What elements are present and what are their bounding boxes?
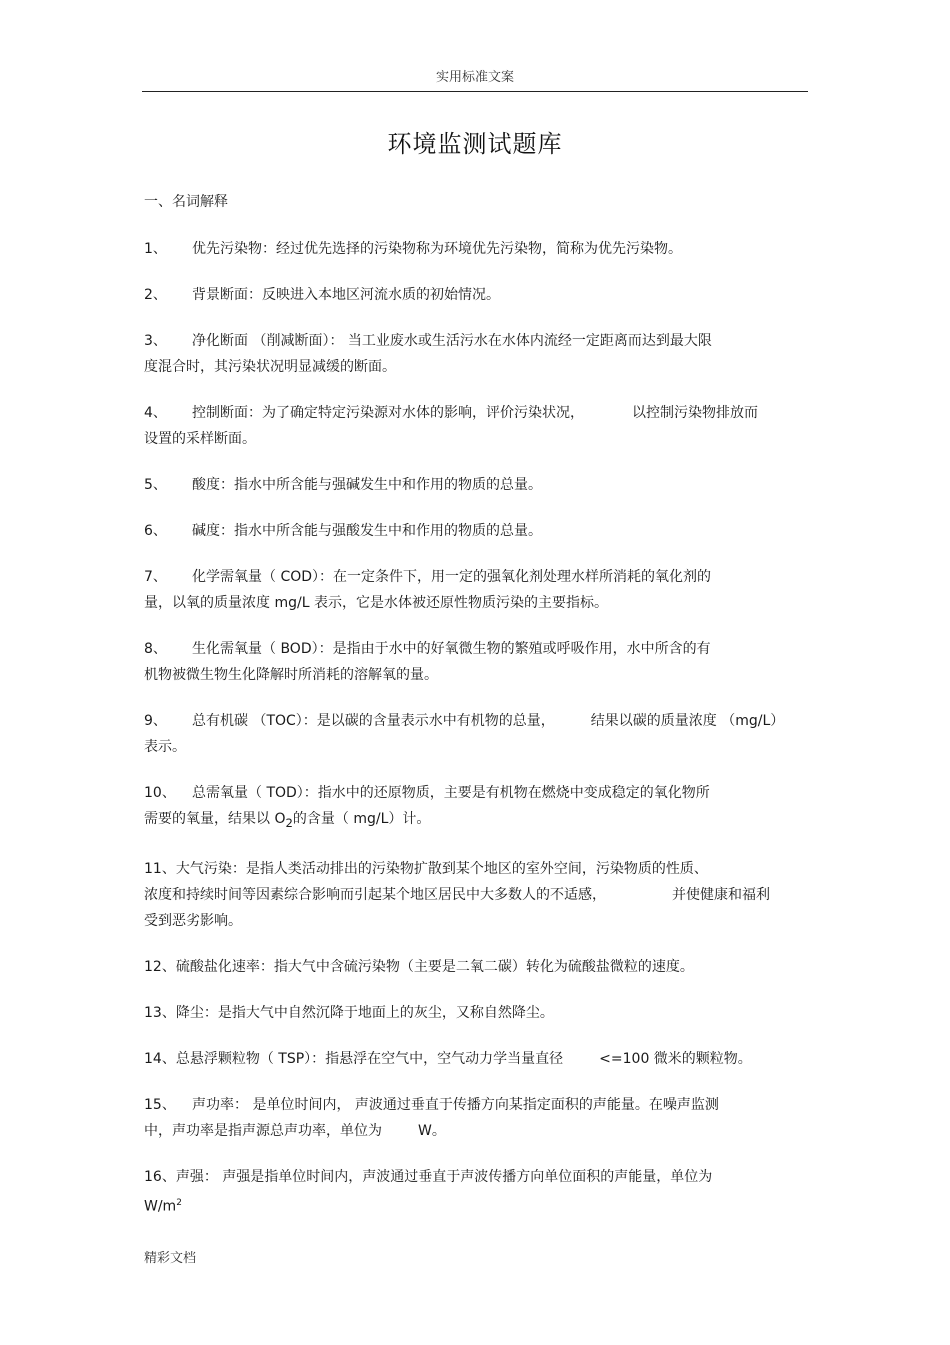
entry-text: 大气污染：是指人类活动排出的污染物扩散到某个地区的室外空间，污染物质的性质、 bbox=[175, 860, 708, 877]
entry-text-part: 结果以碳的质量浓度 （mg/L） bbox=[590, 713, 785, 729]
entry-number: 13、 bbox=[144, 1004, 176, 1021]
entry-text: 碱度：指水中所含能与强酸发生中和作用的物质的总量。 bbox=[192, 523, 542, 539]
entry-text: 总悬浮颗粒物（ TSP）：指悬浮在空气中，空气动力学当量直径 bbox=[175, 1050, 564, 1067]
entry-text-cont: 需要的氧量，结果以 O bbox=[144, 811, 286, 827]
entry-2 bbox=[144, 282, 812, 308]
entry-1 bbox=[144, 236, 812, 262]
entry-text-cont: 表示。 bbox=[144, 739, 186, 755]
entry-text-cont: 度混合时，其污染状况明显减缓的断面。 bbox=[144, 359, 396, 375]
entry-number: 3、 bbox=[144, 333, 167, 349]
entry-12 bbox=[144, 954, 812, 980]
entry-text: 总有机碳 （TOC）：是以碳的含量表示水中有机物的总量， bbox=[192, 713, 555, 729]
entry-text: 总需氧量（ TOD）：指水中的还原物质，主要是有机物在燃烧中变成稳定的氧化物所 bbox=[192, 785, 710, 801]
entry-4 bbox=[144, 400, 812, 452]
entry-text: 声功率： 是单位时间内， 声波通过垂直于传播方向某指定面积的声能量。在噪声监测 bbox=[192, 1096, 719, 1113]
entry-text: 生化需氧量（ BOD）：是指由于水中的好氧微生物的繁殖或呼吸作用，水中所含的有 bbox=[192, 641, 711, 657]
entry-text-cont: 设置的采样断面。 bbox=[144, 431, 256, 447]
entry-text: 净化断面 （削减断面）： 当工业废水或生活污水在水体内流经一定距离而达到最大限 bbox=[192, 333, 712, 349]
entry-text: 化学需氧量（ COD）：在一定条件下，用一定的强氧化剂处理水样所消耗的氧化剂的 bbox=[192, 569, 712, 585]
entry-7 bbox=[144, 564, 812, 616]
entry-text: 背景断面：反映进入本地区河流水质的初始情况。 bbox=[192, 287, 500, 303]
document-title: 环境监测试题库 bbox=[387, 130, 563, 158]
entry-text-part: 以控制污染物排放而 bbox=[632, 405, 758, 421]
entry-text: 控制断面：为了确定特定污染源对水体的影响，评价污染状况， bbox=[192, 405, 584, 421]
entry-text-cont: 量，以氧的质量浓度 mg/L 表示，它是水体被还原性物质污染的主要指标。 bbox=[144, 595, 608, 611]
entry-text: 硫酸盐化速率：指大气中含硫污染物（主要是二氧二碳）转化为硫酸盐微粒的速度。 bbox=[175, 958, 694, 975]
entry-text: 声强： 声强是指单位时间内，声波通过垂直于声波传播方向单位面积的声能量，单位为 bbox=[175, 1168, 713, 1185]
entry-number: 8、 bbox=[144, 641, 167, 657]
entry-number: 9、 bbox=[144, 713, 167, 729]
header-rule bbox=[142, 91, 808, 92]
entry-text-cont: W/m bbox=[144, 1198, 177, 1215]
entry-number: 4、 bbox=[144, 405, 167, 421]
entry-number: 7、 bbox=[144, 569, 167, 585]
entry-number: 11、 bbox=[144, 860, 176, 877]
entry-number: 6、 bbox=[144, 523, 167, 539]
entry-number: 16、 bbox=[144, 1168, 176, 1185]
entry-text-part: <=100 微米的颗粒物。 bbox=[599, 1050, 752, 1067]
entry-9 bbox=[144, 708, 812, 760]
page-footer: 精彩文档 bbox=[144, 1251, 197, 1266]
entry-number: 2、 bbox=[144, 287, 167, 303]
entry-11 bbox=[144, 856, 812, 934]
entry-text-part: W。 bbox=[418, 1122, 446, 1139]
entry-number: 10、 bbox=[144, 785, 176, 801]
entry-13 bbox=[144, 1000, 812, 1026]
entry-text-cont: 机物被微生物生化降解时所消耗的溶解氧的量。 bbox=[144, 667, 438, 683]
entry-list bbox=[144, 236, 812, 1239]
entry-text: 优先污染物：经过优先选择的污染物称为环境优先污染物，简称为优先污染物。 bbox=[192, 241, 682, 257]
entry-16 bbox=[144, 1164, 812, 1220]
entry-text-cont: 中，声功率是指声源总声功率，单位为 bbox=[144, 1122, 382, 1139]
page-header: 实用标准文案 bbox=[435, 70, 514, 85]
entry-text-part: 并使健康和福利 bbox=[672, 886, 770, 903]
entry-number: 12、 bbox=[144, 958, 176, 975]
entry-number: 1、 bbox=[144, 241, 167, 257]
entry-6 bbox=[144, 518, 812, 544]
entry-text-part: 的含量（ mg/L）计。 bbox=[292, 811, 431, 827]
entry-number: 5、 bbox=[144, 477, 167, 493]
subscript: 2 bbox=[285, 815, 293, 830]
entry-15 bbox=[144, 1092, 812, 1144]
entry-8 bbox=[144, 636, 812, 688]
entry-14 bbox=[144, 1046, 812, 1072]
entry-5 bbox=[144, 472, 812, 498]
entry-text: 酸度：指水中所含能与强碱发生中和作用的物质的总量。 bbox=[192, 477, 542, 493]
entry-number: 14、 bbox=[144, 1050, 176, 1067]
entry-text-cont: 受到恶劣影响。 bbox=[144, 912, 242, 929]
section-heading: 一、名词解释 bbox=[144, 194, 228, 210]
superscript: 2 bbox=[176, 1197, 182, 1208]
entry-text-cont: 浓度和持续时间等因素综合影响而引起某个地区居民中大多数人的不适感， bbox=[144, 886, 606, 903]
entry-number: 15、 bbox=[144, 1096, 176, 1113]
entry-text: 降尘：是指大气中自然沉降于地面上的灰尘，又称自然降尘。 bbox=[175, 1004, 554, 1021]
entry-3 bbox=[144, 328, 812, 380]
entry-10 bbox=[144, 780, 812, 836]
